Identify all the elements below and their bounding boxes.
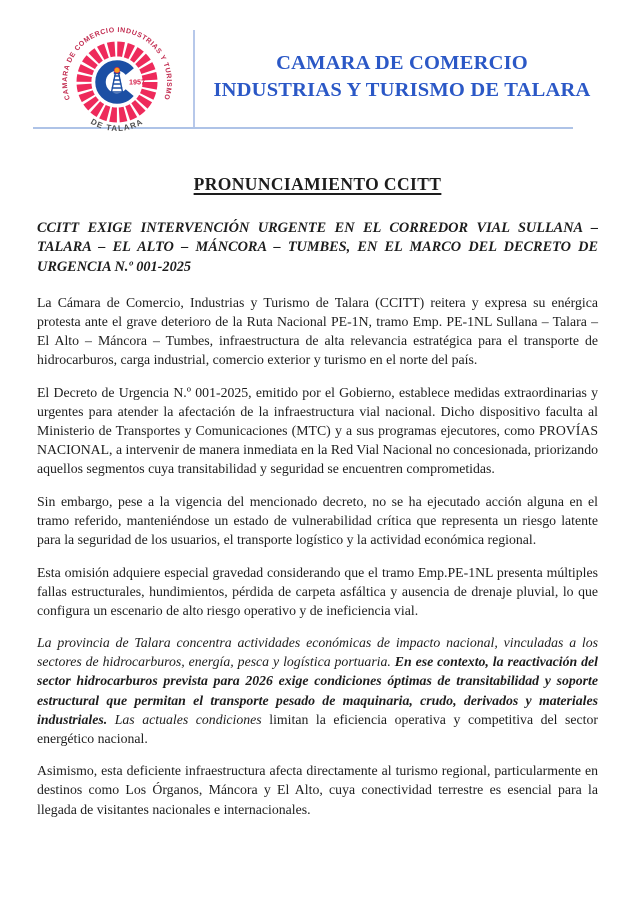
logo-arc-text-top: CAMARA DE COMERCIO INDUSTRIAS Y TURISMO — [61, 27, 173, 101]
logo-year-label: 1957 — [129, 77, 145, 87]
organization-name-line2: INDUSTRIAS Y TURISMO DE TALARA — [213, 78, 591, 101]
paragraph-2: El Decreto de Urgencia N.º 001-2025, emitido por el Gobierno, establece medidas extraordinarias y urgentes para atender la afectación de la infraestructura vial nacional. Dicho dispositivo faculta al Ministerio de Transportes y Comunicaciones (MTC) y a sus programas ejecutores, como PROVÍAS NACIONAL, a intervenir de manera inmediata en la Red Vial Nacional no concesionada, priorizando aquellos segmentos cuya transitabilidad y seguridad se encuentren comprometidas. — [37, 384, 598, 477]
header-vertical-divider — [193, 30, 195, 128]
paragraph-1: La Cámara de Comercio, Industrias y Turismo de Talara (CCITT) reitera y expresa su enérgica protesta ante el grave deterioro de la Ruta Nacional PE-1N, tramo Emp. PE-1NL Sullana – Talara – El Alto – Máncora – Tumbes, infraestructura de alta relevancia estratégica para el transporte de hidrocarburos, carga industrial, comercio exterior y turismo en el norte del país. — [37, 294, 598, 368]
paragraph-5-italic-lead: La provincia de Talara concentra actividades económicas de impacto nacional, vinculadas a los sectores de hidrocarburos, energía, pesca y logística portuaria. — [37, 635, 598, 670]
paragraph-5-regular-end: limitan la eficiencia operativa y competitiva del sector energético nacional. — [37, 711, 598, 746]
document-title: PRONUNCIAMIENTO CCITT — [193, 174, 442, 194]
ccitt-logo — [50, 22, 184, 140]
document-content — [37, 174, 598, 832]
logo-arc-text-bottom: DE TALARA — [89, 116, 145, 134]
document-subtitle: CCITT EXIGE INTERVENCIÓN URGENTE EN EL CORREDOR VIAL SULLANA – TALARA – EL ALTO – MÁNCORA – TUMBES, EN EL MARCO DEL DECRETO DE URGENCIA N.º 001-2025 — [37, 220, 598, 275]
ccitt-logo-svg — [50, 22, 184, 140]
organization-name-line1: CAMARA DE COMERCIO — [276, 52, 528, 74]
paragraph-4: Esta omisión adquiere especial gravedad considerando que el tramo Emp.PE-1NL presenta múltiples fallas estructurales, hundimientos, pérdida de carpeta asfáltica y ausencia de drenaje pluvial, lo que configura un escenario de alto riesgo operativo y de ineficiencia vial. — [37, 564, 598, 618]
paragraph-5-italic-tail: Las actuales condiciones — [114, 711, 270, 727]
paragraph-5-bold-italic: En ese contexto, la reactivación del sector hidrocarburos prevista para 2026 exige condiciones óptimas de transitabilidad y soporte estructural que permitan el transporte pesado de maquinaria, crudo, derivados y materiales industriales. — [37, 654, 598, 727]
derrick-flame-icon — [114, 67, 120, 73]
paragraph-5 — [37, 633, 598, 748]
paragraph-6: Asimismo, esta deficiente infraestructura afecta directamente al turismo regional, particularmente en destinos como Los Órganos, Máncora y El Alto, cuya conectividad terrestre es esencial para la llegada de visitantes nacionales e internacionales. — [37, 763, 598, 817]
organization-name — [203, 50, 601, 103]
paragraph-3: Sin embargo, pese a la vigencia del mencionado decreto, no se ha ejecutado acción alguna en el tramo referido, manteniéndose un estado de vulnerabilidad crítica que representa un riesgo latente para la seguridad de los usuarios, el transporte logístico y la actividad económica regional. — [37, 493, 598, 547]
